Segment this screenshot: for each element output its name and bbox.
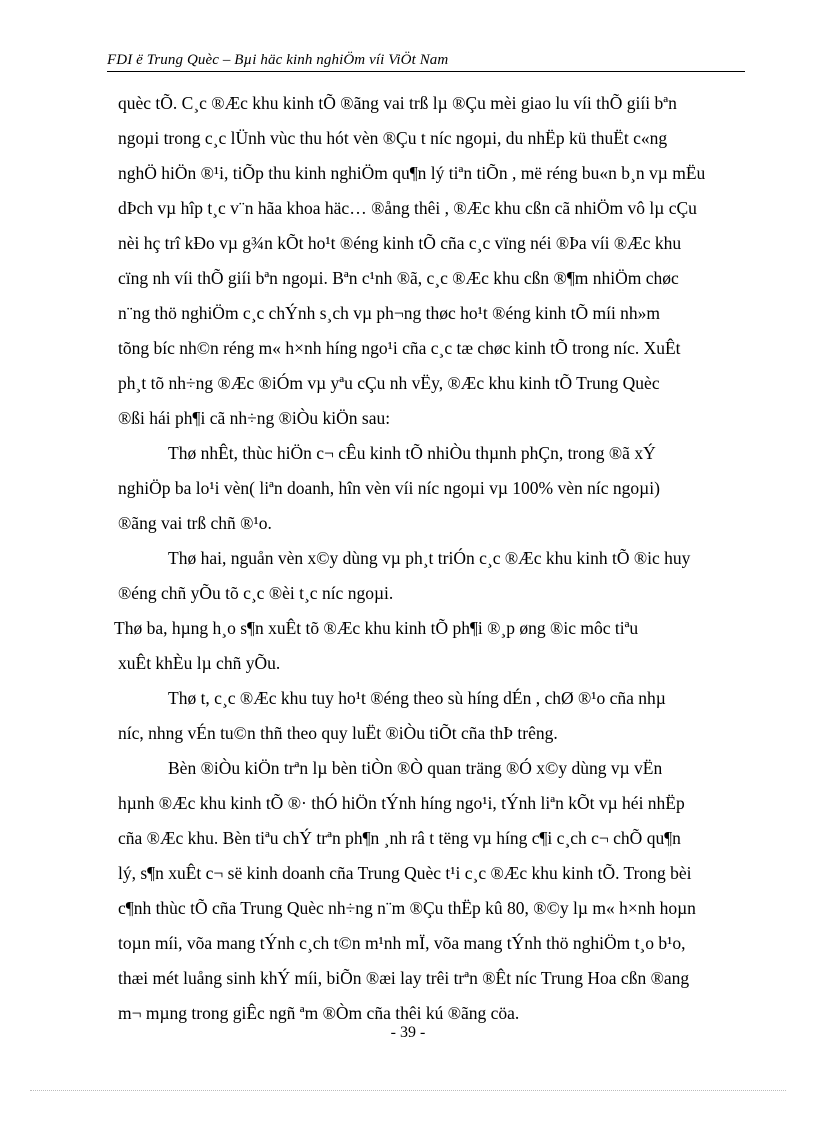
text-line: m¬ mµng trong giÊc ngñ ªm ®Òm cña thêi kú ®ãng cöa.: [118, 1003, 520, 1023]
text-line: ®éng chñ yÕu tõ c¸c ®èi t¸c níc ngoµi.: [118, 583, 394, 603]
header-rule: [107, 71, 745, 72]
text-line: cïng nh víi thÕ giíi bªn ngoµi. Bªn c¹nh ®ã, c¸c ®Æc khu cßn ®¶m nhiÖm chøc: [118, 268, 679, 288]
text-line: tõng bíc nh©n réng m« h×nh híng ngo¹i cña c¸c tæ chøc kinh tÕ trong níc. XuÊt: [118, 338, 681, 358]
text-line: nghiÖp ba lo¹i vèn( liªn doanh, hîn vèn víi níc ngoµi vµ 100% vèn níc ngoµi): [118, 478, 660, 498]
body-text: [114, 86, 748, 1031]
text-line: c¶nh thùc tÕ cña Trung Quèc nh÷ng n¨m ®Çu thËp kû 80, ®©y lµ m« h×nh hoµn: [118, 898, 696, 918]
text-line: xuÊt khÈu lµ chñ yÕu.: [118, 653, 281, 673]
text-line: níc, nhng vÉn tu©n thñ theo quy luËt ®iÒu tiÕt cña thÞ trêng.: [118, 723, 558, 743]
paragraph-first-line: Thø hai, nguån vèn x©y dùng vµ ph¸t triÓn c¸c ®Æc khu kinh tÕ ®ic huy: [168, 548, 691, 568]
paragraph-first-line: Thø ba, hµng h¸o s¶n xuÊt tõ ®Æc khu kinh tÕ ph¶i ®¸p øng ®ic môc tiªu: [114, 618, 639, 638]
text-line: ®ãng vai trß chñ ®¹o.: [118, 513, 272, 533]
paragraph-first-line: Thø t, c¸c ®Æc khu tuy ho¹t ®éng theo sù híng dÉn , chØ ®¹o cña nhµ: [168, 688, 666, 708]
text-line: thæi mét luång sinh khÝ míi, biÕn ®æi lay trêi trªn ®Êt níc Trung Hoa cßn ®ang: [118, 968, 690, 988]
page-number: - 39 -: [390, 1024, 426, 1041]
text-line: quèc tÕ. C¸c ®Æc khu kinh tÕ ®ãng vai trß lµ ®Çu mèi giao lu víi thÕ giíi bªn: [118, 93, 677, 113]
text-line: cña ®Æc khu. Bèn tiªu chÝ trªn ph¶n ¸nh râ t tëng vµ híng c¶i c¸ch c¬ chÕ qu¶n: [118, 828, 681, 848]
page-bottom-divider: [30, 1090, 786, 1091]
text-line: ngoµi trong c¸c lÜnh vùc thu hót vèn ®Çu t níc ngoµi, du nhËp kü thuËt c«ng: [118, 128, 668, 148]
text-line: nghÖ hiÖn ®¹i, tiÕp thu kinh nghiÖm qu¶n lý tiªn tiÕn , më réng bu«n b¸n vµ mËu: [118, 163, 706, 183]
text-line: ph¸t tõ nh÷ng ®Æc ®iÓm vµ yªu cÇu nh vËy, ®Æc khu kinh tÕ Trung Quèc: [118, 373, 660, 393]
paragraph-first-line: Thø nhÊt, thùc hiÖn c¬ cÊu kinh tÕ nhiÒu thµnh phÇn, trong ®ã xÝ: [168, 443, 656, 463]
text-line: ®ßi hái ph¶i cã nh÷ng ®iÒu kiÖn sau:: [118, 408, 391, 428]
paragraph-first-line: Bèn ®iÒu kiÖn trªn lµ bèn tiÒn ®Ò quan träng ®Ó x©y dùng vµ vËn: [168, 758, 663, 778]
text-line: toµn míi, võa mang tÝnh c¸ch t©n m¹nh mÏ, võa mang tÝnh thö nghiÖm t¸o b¹o,: [118, 933, 686, 953]
text-line: nèi hç trî kÐo vµ g¾n kÕt ho¹t ®éng kinh tÕ cña c¸c vïng néi ®Þa víi ®Æc khu: [118, 233, 682, 253]
text-line: dÞch vµ hîp t¸c v¨n hãa khoa häc… ®ång thêi , ®Æc khu cßn cã nhiÖm vô lµ cÇu: [118, 198, 697, 218]
text-line: n¨ng thö nghiÖm c¸c chÝnh s¸ch vµ ph¬ng thøc ho¹t ®éng kinh tÕ míi nh»m: [118, 303, 661, 323]
text-line: lý, s¶n xuÊt c¬ së kinh doanh cña Trung Quèc t¹i c¸c ®Æc khu kinh tÕ. Trong bèi: [118, 863, 692, 883]
text-line: hµnh ®Æc khu kinh tÕ ®· thÓ hiÖn tÝnh híng ngo¹i, tÝnh liªn kÕt vµ héi nhËp: [118, 793, 685, 813]
running-header-title: FDI ë Trung Quèc – Bµi häc kinh nghiÖm víi ViÖt Nam: [107, 52, 449, 68]
